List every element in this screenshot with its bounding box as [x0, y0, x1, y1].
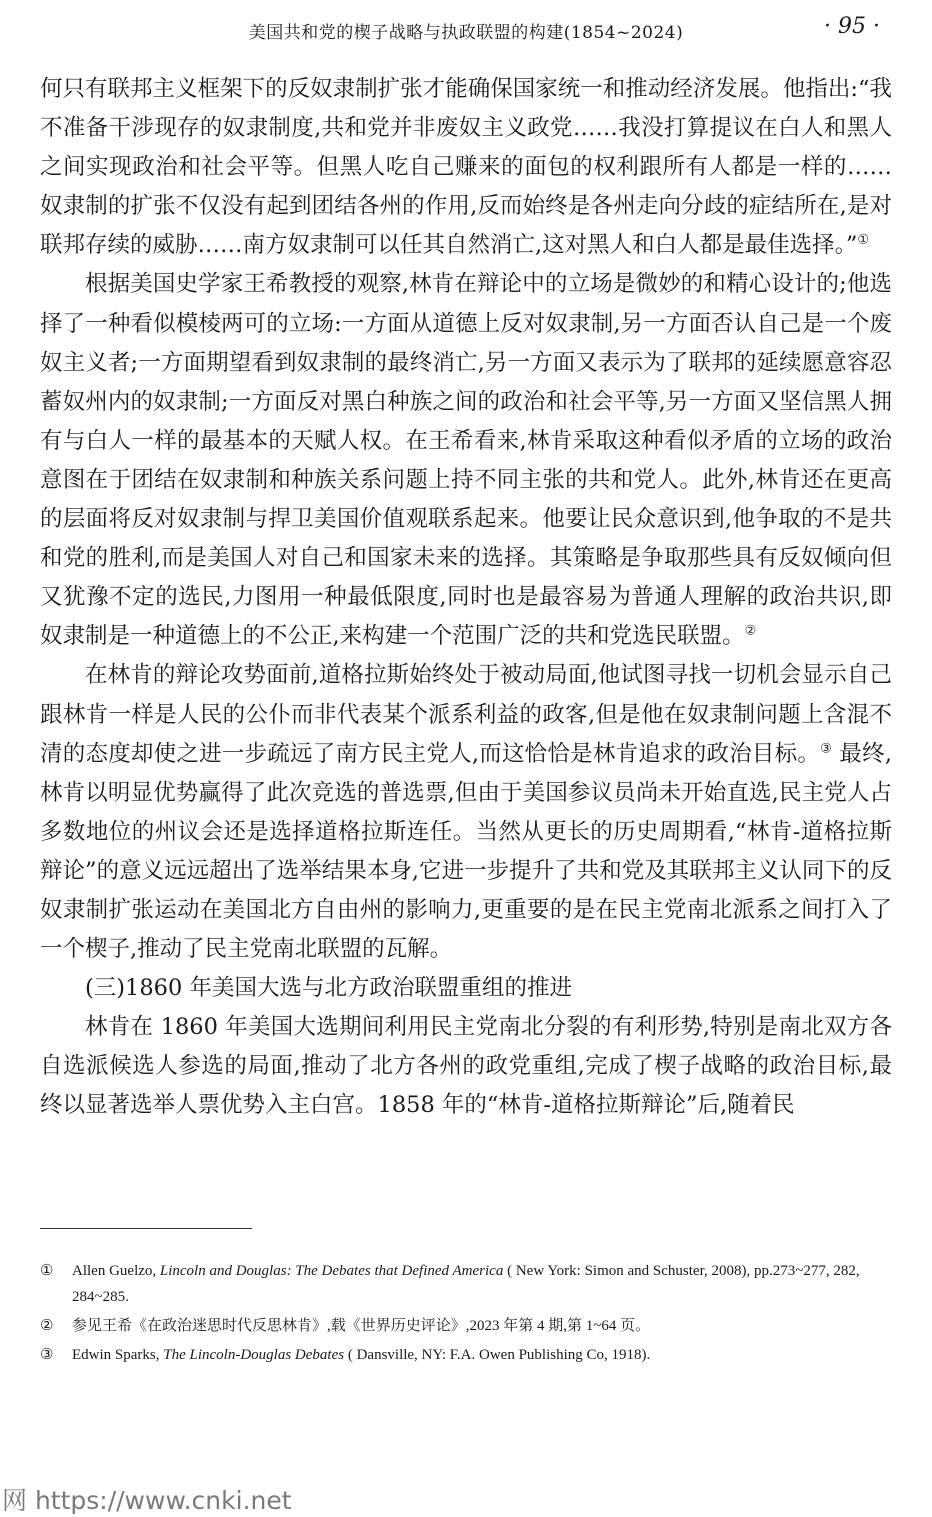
footnotes	[40, 1258, 892, 1371]
footnote-ref-1[interactable]: ①	[857, 232, 870, 248]
footnote-mark: ③	[40, 1347, 54, 1363]
paragraph-1	[40, 70, 892, 265]
paragraph-4: 林肯在 1860 年美国大选期间利用民主党南北分裂的有利形势,特别是南北双方各自选派候选人参选的局面,推动了北方各州的政党重组,完成了楔子战略的政治目标,最终以显著选举人票优势入主白宫。1858 年的“林肯-道格拉斯辩论”后,随着民	[40, 1014, 892, 1119]
footnote-publication: ( Dansville, NY: F.A. Owen Publishing Co, 1918).	[344, 1347, 651, 1363]
paragraph-3-text-continued: 最终,林肯以明显优势赢得了此次竞选的普选票,但由于美国参议员尚未开始直选,民主党人占多数地位的州议会还是选择道格拉斯连任。当然从更长的历史周期看,“林肯-道格拉斯辩论”的意义远远超出了选举结果本身,它进一步提升了共和党及其联邦主义认同下的反奴隶制扩张运动在美国北方自由州的影响力,更重要的是在民主党南北派系之间打入了一个楔子,推动了民主党南北联盟的瓦解。	[40, 740, 893, 963]
paragraph-1-text: 何只有联邦主义框架下的反奴隶制扩张才能确保国家统一和推动经济发展。他指出:“我不准备干涉现存的奴隶制度,共和党并非废奴主义政党……我没打算提议在白人和黑人之间实现政治和社会平等。但黑人吃自己赚来的面包的权利跟所有人都是一样的……奴隶制的扩张不仅没有起到团结各州的作用,反而始终是各州走向分歧的症结所在,是对联邦存续的威胁……南方奴隶制可以任其自然消亡,这对黑人和白人都是最佳选择。”	[40, 76, 892, 259]
footnote-author: Edwin Sparks,	[72, 1347, 164, 1363]
footnote-text	[72, 1258, 892, 1310]
footnote-3	[40, 1342, 892, 1368]
section-heading: (三)1860 年美国大选与北方政治联盟重组的推进	[85, 975, 572, 1002]
footnote-mark: ②	[40, 1318, 54, 1334]
cnki-watermark: 网 https://www.cnki.net	[2, 1486, 292, 1515]
body-text	[40, 70, 892, 1126]
footnote-ref-2[interactable]: ②	[744, 623, 757, 639]
footnote-1	[40, 1258, 892, 1310]
footnote-text: 参见王希《在政治迷思时代反思林肯》,载《世界历史评论》,2023 年第 4 期,第 1~64 页。	[72, 1318, 651, 1334]
footnote-ref-3[interactable]: ③	[820, 741, 833, 757]
paragraph-2-text: 根据美国史学家王希教授的观察,林肯在辩论中的立场是微妙的和精心设计的;他选择了一种看似模棱两可的立场:一方面从道德上反对奴隶制,另一方面否认自己是一个废奴主义者;一方面期望看到奴隶制的最终消亡,另一方面又表示为了联邦的延续愿意容忍蓄奴州内的奴隶制;一方面反对黑白种族之间的政治和社会平等,另一方面又坚信黑人拥有与白人一样的最基本的天赋人权。在王希看来,林肯采取这种看似矛盾的立场的政治意图在于团结在奴隶制和种族关系问题上持不同主张的共和党人。此外,林肯还在更高的层面将反对奴隶制与捍卫美国价值观联系起来。他要让民众意识到,他争取的不是共和党的胜利,而是美国人对自己和国家未来的选择。其策略是争取那些具有反奴倾向但又犹豫不定的选民,力图用一种最低限度,同时也是最容易为普通人理解的政治共识,即奴隶制是一种道德上的不公正,来构建一个范围广泛的共和党选民联盟。	[40, 271, 892, 650]
footnote-divider	[40, 1228, 252, 1229]
footnote-mark: ①	[40, 1263, 54, 1279]
paragraph-2	[40, 265, 892, 656]
footnote-author: Allen Guelzo,	[72, 1263, 160, 1279]
footnote-text	[72, 1342, 892, 1368]
footnote-book-title: Lincoln and Douglas: The Debates that Defined America	[159, 1263, 504, 1279]
footnote-publication: ( New York: Simon and Schuster, 2008), pp.273~277, 282, 284~285.	[72, 1263, 860, 1305]
page-number: · 95 ·	[824, 14, 880, 39]
running-title: 美国共和党的楔子战略与执政联盟的构建(1854~2024)	[248, 23, 684, 43]
footnote-2	[40, 1313, 892, 1339]
paragraph-3-text: 在林肯的辩论攻势面前,道格拉斯始终处于被动局面,他试图寻找一切机会显示自己跟林肯一样是人民的公仆而非代表某个派系利益的政客,但是他在奴隶制问题上含混不清的态度却使之进一步疏远了南方民主党人,而这恰恰是林肯追求的政治目标。	[40, 662, 892, 767]
paragraph-3	[40, 656, 892, 969]
footnote-book-title: The Lincoln-Douglas Debates	[163, 1347, 345, 1363]
running-header	[0, 6, 932, 46]
